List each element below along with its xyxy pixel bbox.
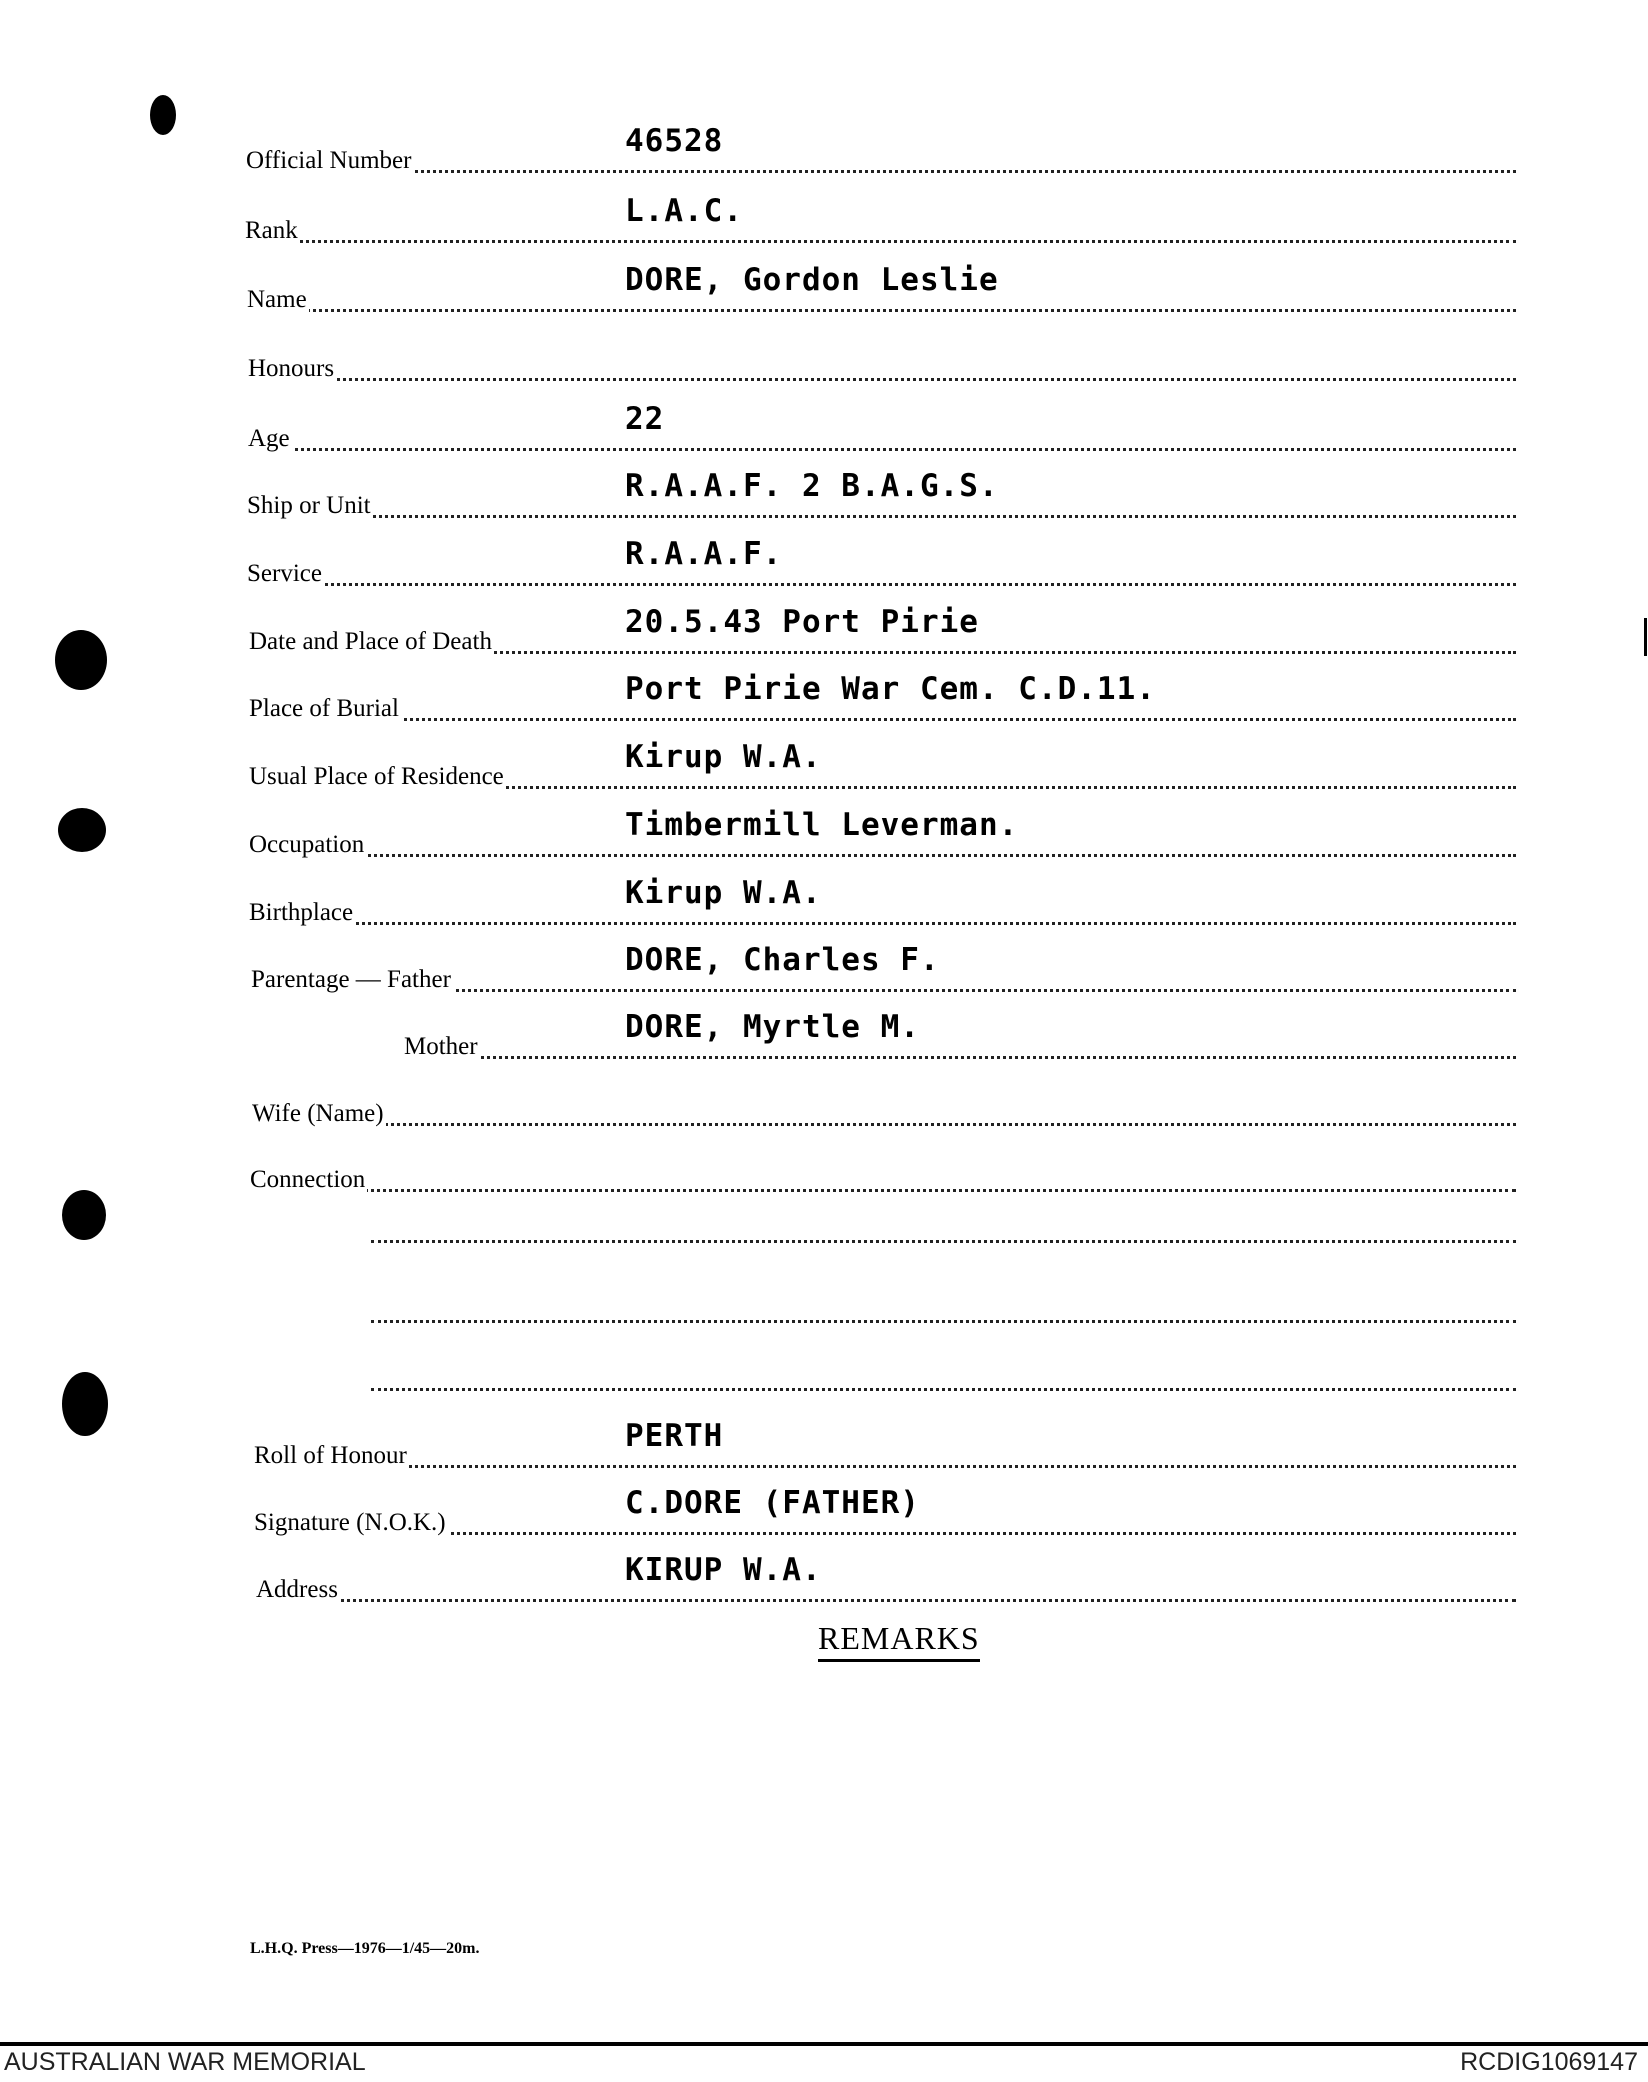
printer-imprint: L.H.Q. Press—1976—1/45—20m.: [250, 1940, 480, 1957]
row-father: [0, 934, 1648, 1004]
roll-of-honour-label: Roll of Honour: [254, 1442, 407, 1469]
official-number-line: [246, 170, 1516, 173]
roll-of-honour-value: PERTH: [625, 1418, 724, 1454]
honours-line: [248, 378, 1516, 381]
row-connection: [0, 1134, 1648, 1204]
place-of-burial-line: [249, 718, 1516, 721]
mother-value: DORE, Myrtle M.: [625, 1009, 920, 1045]
row-date-place-death: [0, 596, 1648, 666]
row-address: [0, 1544, 1648, 1614]
place-of-burial-value: Port Pirie War Cem. C.D.11.: [625, 671, 1156, 707]
birthplace-line: [249, 922, 1516, 925]
footer-id: RCDIG1069147: [1460, 2048, 1638, 2076]
row-age: [0, 393, 1648, 463]
row-name: [0, 254, 1648, 324]
footer-source: AUSTRALIAN WAR MEMORIAL: [4, 2048, 366, 2076]
blank-line-2: [371, 1320, 1516, 1323]
father-value: DORE, Charles F.: [625, 942, 940, 978]
mother-line: [404, 1056, 1516, 1059]
row-birthplace: [0, 867, 1648, 937]
service-line: [247, 583, 1516, 586]
row-mother: [0, 1001, 1648, 1071]
address-label: Address: [256, 1576, 338, 1603]
address-line: [256, 1599, 1516, 1602]
rank-label: Rank: [245, 217, 298, 244]
age-label: Age: [248, 425, 290, 452]
blank-line-1: [371, 1240, 1516, 1243]
blank-line-3: [371, 1388, 1516, 1391]
usual-residence-label: Usual Place of Residence: [249, 763, 504, 790]
signature-label: Signature (N.O.K.): [254, 1509, 446, 1536]
name-label: Name: [247, 286, 307, 313]
age-line: [248, 448, 1516, 451]
usual-residence-value: Kirup W.A.: [625, 739, 822, 775]
row-service: [0, 528, 1648, 598]
wife-line: [252, 1123, 1516, 1126]
name-line: [247, 309, 1516, 312]
official-number-label: Official Number: [246, 147, 412, 174]
occupation-line: [249, 854, 1516, 857]
place-of-burial-label: Place of Burial: [249, 695, 399, 722]
row-signature: [0, 1477, 1648, 1547]
row-usual-residence: [0, 731, 1648, 801]
ship-or-unit-value: R.A.A.F. 2 B.A.G.S.: [625, 468, 999, 504]
name-value: DORE, Gordon Leslie: [625, 262, 999, 298]
service-value: R.A.A.F.: [625, 536, 783, 572]
ship-or-unit-label: Ship or Unit: [247, 492, 371, 519]
date-place-death-value: 20.5.43 Port Pirie: [625, 604, 979, 640]
rank-line: [245, 240, 1516, 243]
service-label: Service: [247, 560, 322, 587]
row-official-number: [0, 115, 1648, 185]
row-ship-or-unit: [0, 460, 1648, 530]
ship-or-unit-line: [247, 515, 1516, 518]
connection-label: Connection: [250, 1166, 366, 1193]
birthplace-value: Kirup W.A.: [625, 875, 822, 911]
wife-label: Wife (Name): [252, 1100, 384, 1127]
honours-label: Honours: [248, 355, 335, 382]
occupation-label: Occupation: [249, 831, 365, 858]
row-rank: [0, 185, 1648, 255]
birthplace-label: Birthplace: [249, 899, 354, 926]
rank-value: L.A.C.: [625, 193, 743, 229]
bottom-rule: [0, 2042, 1648, 2046]
signature-value: C.DORE (FATHER): [625, 1485, 920, 1521]
row-honours: [0, 323, 1648, 393]
row-wife: [0, 1068, 1648, 1138]
remarks-heading: REMARKS: [818, 1620, 980, 1662]
connection-line: [250, 1189, 1516, 1192]
date-place-death-label: Date and Place of Death: [249, 628, 492, 655]
age-value: 22: [625, 401, 665, 437]
father-label: Parentage — Father: [251, 966, 451, 993]
address-value: KIRUP W.A.: [625, 1552, 822, 1588]
official-number-value: 46528: [625, 123, 724, 159]
row-occupation: [0, 799, 1648, 869]
mother-label: Mother: [404, 1033, 478, 1060]
row-roll-of-honour: [0, 1410, 1648, 1480]
occupation-value: Timbermill Leverman.: [625, 807, 1019, 843]
roll-of-honour-line: [254, 1465, 1516, 1468]
row-place-of-burial: [0, 663, 1648, 733]
